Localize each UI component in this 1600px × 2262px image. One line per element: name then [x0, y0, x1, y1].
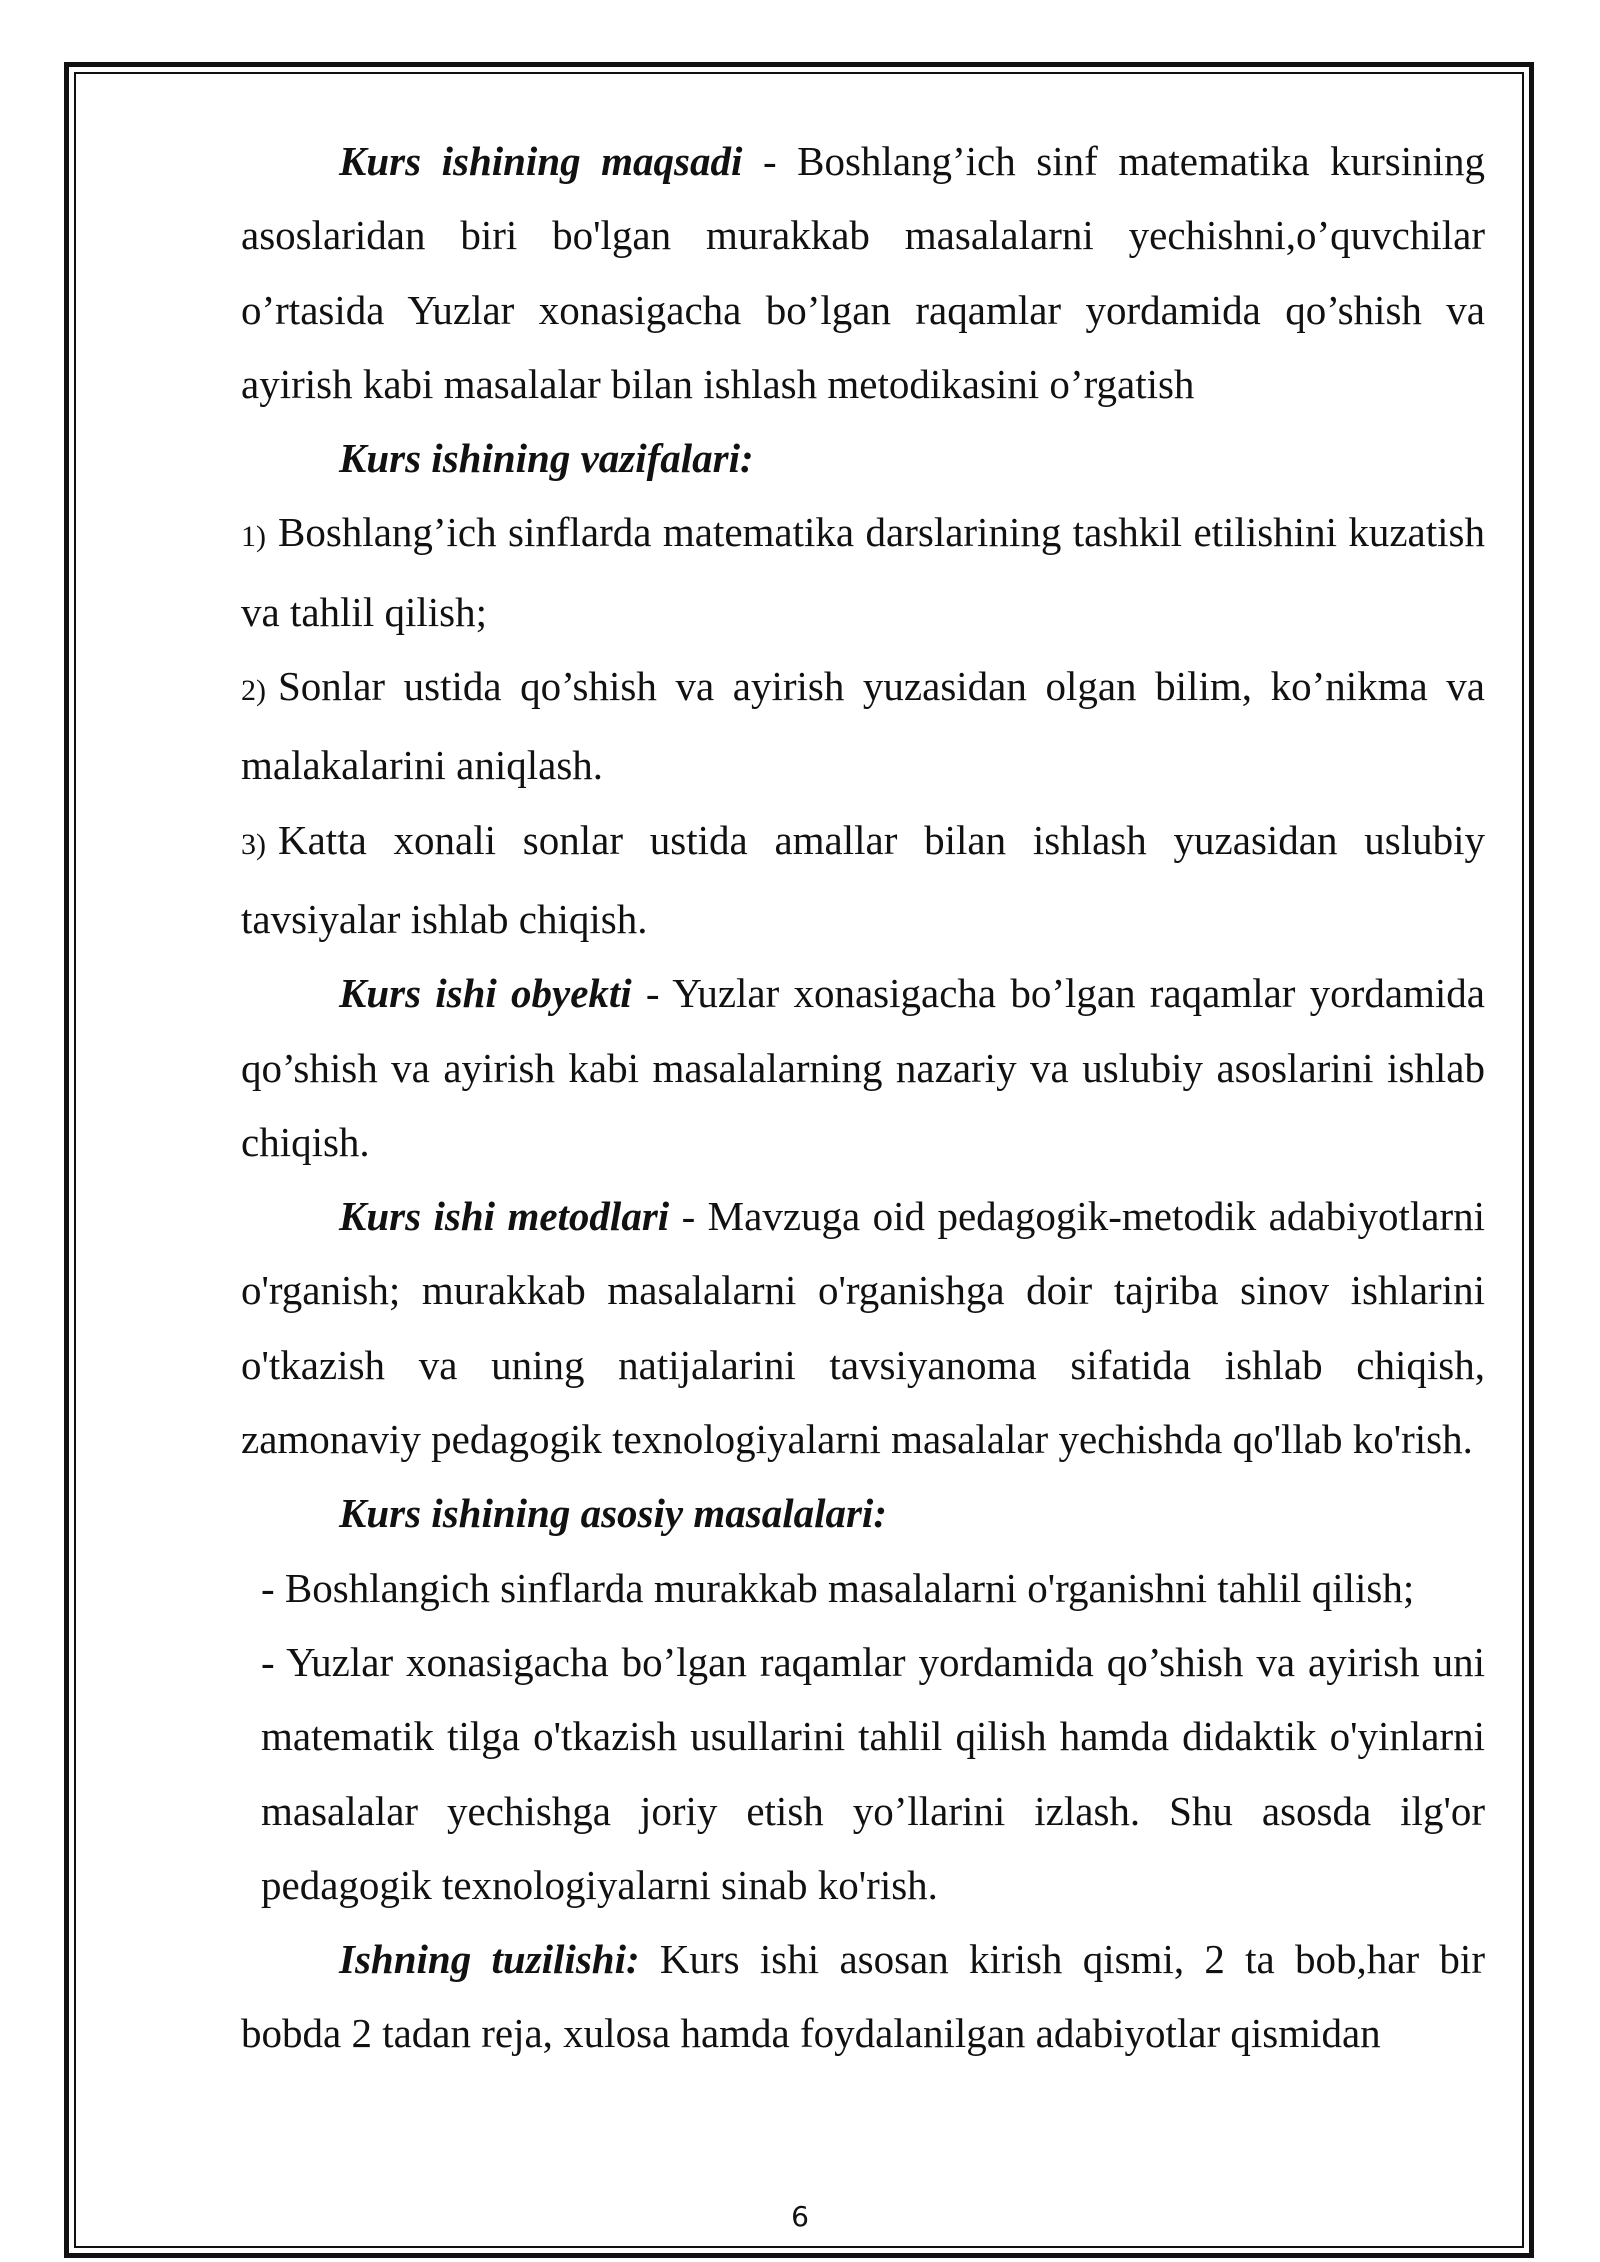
- structure-heading: Ishning tuzilishi:: [339, 1936, 640, 1983]
- task-item-2: [241, 649, 1485, 803]
- page-number: 6: [791, 2200, 809, 2233]
- main-tasks-heading-paragraph: [241, 1476, 1485, 1550]
- main-tasks-heading: Kurs ishining asosiy masalalari:: [339, 1490, 887, 1537]
- structure-text: Kurs ishi asosan kirish qismi, 2 ta bob,har bir bobda 2 tadan reja, xulosa hamda foydalanilgan adabiyotlar qismidan: [241, 1936, 1485, 2057]
- object-paragraph: [241, 956, 1485, 1179]
- main-task-item-1: - Boshlangich sinflarda murakkab masalalarni o'rganishni tahlil qilish;: [261, 1564, 1415, 1611]
- goal-heading: Kurs ishining maqsadi: [339, 138, 743, 184]
- task-number: 1): [241, 520, 266, 554]
- methods-text: - Mavzuga oid pedagogik-metodik adabiyotlarni o'rganish; murakkab masalalarni o'rganishga doir tajriba sinov ishlarini o'tkazish va uning natijalarini tavsiyanoma sifatida ishlab chiqish, zamonaviy pedagogik texnologiyalarni masalalar yechishda qo'llab ko'rish.: [241, 1193, 1485, 1463]
- methods-paragraph: [241, 1179, 1485, 1476]
- object-heading: Kurs ishi obyekti: [339, 970, 632, 1017]
- task-item-1: [241, 495, 1485, 649]
- task-item-3: [241, 803, 1485, 957]
- tasks-heading: Kurs ishining vazifalari:: [339, 435, 754, 482]
- structure-paragraph: [241, 1922, 1485, 2071]
- goal-text: - Boshlang’ich sinf matematika kursining asoslaridan biri bo'lgan murakkab masalalarni yechishni,o’quvchilar o’rtasida Yuzlar xonasigacha bo’lgan raqamlar yordamida qo’shish va ayirish kabi masalalar bilan ishlash metodikasini o’rgatish: [241, 138, 1485, 407]
- task-text: Boshlang’ich sinflarda matematika darslarining tashkil etilishini kuzatish va tahlil qilish;: [241, 509, 1485, 635]
- task-text: Katta xonali sonlar ustida amallar bilan ishlash yuzasidan uslubiy tavsiyalar ishlab chiqish.: [241, 816, 1485, 942]
- main-task-item-2: - Yuzlar xonasigacha bo’lgan raqamlar yordamida qo’shish va ayirish uni matematik tilga o'tkazish usullarini tahlil qilish hamda didaktik o'yinlarni masalalar yechishga joriy etish yo’llarini izlash. Shu asosda ilg'or pedagogik texnologiyalarni sinab ko'rish.: [261, 1638, 1485, 1908]
- object-text: - Yuzlar xonasigacha bo’lgan raqamlar yordamida qo’shish va ayirish kabi masalalarning nazariy va uslubiy asoslarini ishlab chiqish.: [241, 970, 1485, 1165]
- task-text: Sonlar ustida qo’shish va ayirish yuzasidan olgan bilim, ko’nikma va malakalarini aniqlash.: [241, 663, 1485, 789]
- task-number: 2): [241, 674, 266, 708]
- document-body: [241, 124, 1485, 2071]
- methods-heading: Kurs ishi metodlari: [339, 1193, 670, 1240]
- goal-paragraph: [241, 124, 1485, 421]
- tasks-heading-paragraph: [241, 421, 1485, 495]
- task-number: 3): [241, 827, 266, 861]
